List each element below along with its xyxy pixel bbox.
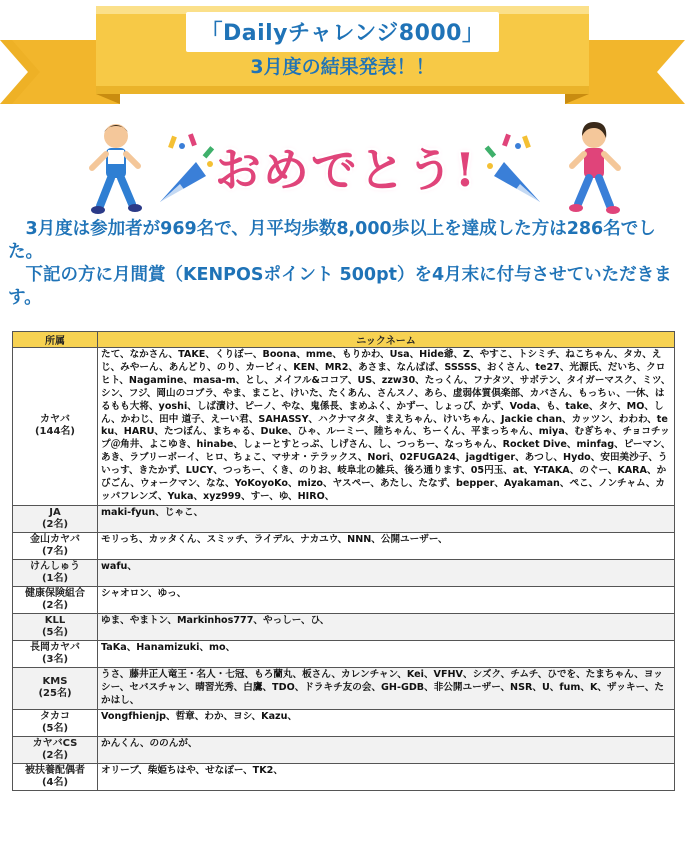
org-name: KMS [42,676,68,688]
org-cell [13,586,98,613]
org-cell [13,532,98,559]
org-cell [13,559,98,586]
header-nickname: ニックネーム [98,332,675,348]
names-cell: wafu、 [98,559,675,586]
org-cell [13,667,98,709]
table-row [13,709,675,736]
org-count: (2名) [41,599,69,611]
table-row [13,736,675,763]
org-cell [13,505,98,532]
org-count: (7名) [41,545,69,557]
org-name: JA [49,506,61,518]
table-row [13,667,675,709]
table-body [13,348,675,791]
org-cell [13,736,98,763]
names-cell: かんくん、ののんが、 [98,736,675,763]
walking-woman-icon [560,120,630,220]
results-table [12,331,675,791]
names-cell: うさ、藤井正人竜王・名人・七冠、もろ蘭丸、板さん、カレンチャン、Kei、VFHV、シズク、チムチ、ひでを、たまちゃん、ヨッシー、セバスチャン、晴習光秀、白鷹、TDO、ドラキチ友の会、GH-GDB、非公開ユーザー、NSR、U、fum、K、ザッキー、たかはし、 [98,667,675,709]
names-cell: オリーブ、柴姫ちはや、せなぽー、TK2、 [98,763,675,790]
intro-text [8,218,680,310]
org-count: (5名) [41,722,69,734]
title-banner [0,0,685,112]
org-name: 長岡カヤバ [30,641,80,653]
names-cell: シャオロン、ゆっ、 [98,586,675,613]
org-name: カヤバCS [32,737,78,749]
table-row [13,586,675,613]
table-header-row [13,332,675,348]
banner-subtitle: 3月度の結果発表！！ [250,56,435,78]
org-name: 健康保険組合 [25,587,85,599]
table-row [13,348,675,506]
org-name: タカコ [40,710,70,722]
table-row [13,532,675,559]
org-count: (25名) [38,688,72,700]
congratulations-headline: おめでとう! [214,143,478,197]
org-cell [13,348,98,506]
org-cell [13,763,98,790]
names-cell: Vongfhienjp、哲章、わか、ヨシ、Kazu、 [98,709,675,736]
names-cell: ゆま、やまトン、Markinhos777、やっしー、ひ、 [98,613,675,640]
table-row [13,613,675,640]
table-row [13,640,675,667]
header-org: 所属 [13,332,98,348]
org-cell [13,640,98,667]
table-row [13,559,675,586]
intro-line-1: 3月度は参加者が969名で、月平均歩数8,000歩以上を達成した方は286名でした。 [8,219,656,262]
celebration-illustration [0,112,685,220]
org-count: (2名) [41,518,69,530]
org-name: 金山カヤバ [30,533,80,545]
banner-title: 「Dailyチャレンジ8000」 [200,21,485,46]
org-name: 被扶養配偶者 [25,764,85,776]
org-count: (2名) [41,749,69,761]
names-cell: モリっち、カッタくん、スミッチ、ライデル、ナカユウ、NNN、公開ユーザー、 [98,532,675,559]
org-count: (4名) [41,776,69,788]
intro-line-2: 下記の方に月間賞（KENPOSポイント 500pt）を4月末に付与させていただきます。 [8,265,672,308]
org-name: カヤバ [40,414,70,426]
org-count: (1名) [41,572,69,584]
names-cell: TaKa、Hanamizuki、mo、 [98,640,675,667]
names-cell: たて、なかさん、TAKE、くりぼー、Boona、mme、もりかわ、Usa、Hide爺、Z、やすこ、トシミチ、ねこちゃん、タカ、えじ、みやーん、あんどり、のり、カービィ、KEN、MR2、あさま、なんばば、SSSSS、おくさん、te27、光源氏、だいち、クロヒト、Nagamine、masa-m、とし、メイフル&ココア、US、zzw30、たっくん、フナタツ、サボテン、タイガーマスク、ミツ、シン、フジ、岡山のコブラ、やま、まこと、けいた、たくあん、さんスノ、あら、虚弱体質倶楽部、カバさん、もっちぃ、一休、はるもも大将、yoshi、しば漬け、ピーノ、やな、鬼係長、まめふく、かずー、しょっぴ、かず、Voda、も、take、タケ、MO、しん、かわじ、田中 道子、えーい君、SAHASSY、ハクナマタタ、まえちゃん、けいちゃん、Jackie chan、カッツン、わわわ、teku、HARU、たつぼん、まちゃる、Duke、ひゃ、ルーミー、陸ちゃん、ちーくん、平まっちゃん、miya、むぎちゃ、チョコチップ＠角井、よこゆき、hinabe、しょーとすとっぷ、しげさん、し、つっちー、なっちゃん、Rocket Dive、minfag、ピーマン、あき、ラブリーボーイ、ヒロ、ちょこ、マサオ・テラックス、Nori、02FUGA24、jagdtiger、あつし、Hydo、安田美沙子、ういっす、きたかず、LUCY、つっちー、くき、のりお、岐阜北の雑兵、後ろ通ります、05円玉、at、Y-TAKA、のぐー、KARA、かびごん、ウォークマン、なな、YoKoyoKo、mizo、ヤスペー、あたし、たなず、bepper、Ayakaman、ぺこ、ノンチャム、カッパフレンズ、Yuka、xyz999、すー、ゆ、HIRO、 [98,348,675,506]
party-popper-icon [480,132,550,212]
walking-man-icon [80,120,150,220]
org-count: (5名) [41,626,69,638]
org-cell [13,613,98,640]
org-name: けんしゅう [30,560,80,572]
org-cell [13,709,98,736]
table-row [13,763,675,790]
org-count: (144名) [34,426,75,438]
org-count: (3名) [41,653,69,665]
names-cell: maki-fyun、じゃこ、 [98,505,675,532]
table-row [13,505,675,532]
org-name: KLL [44,614,66,626]
